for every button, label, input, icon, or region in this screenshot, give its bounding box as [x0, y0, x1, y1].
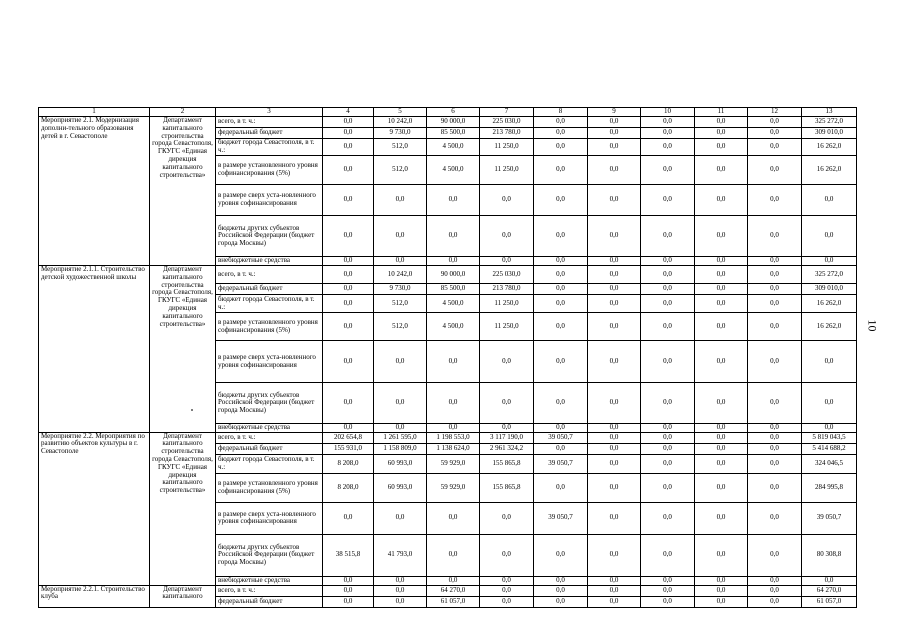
- amount-cell: 0,0: [588, 596, 641, 607]
- amount-cell: 0,0: [641, 502, 695, 534]
- amount-cell: 0,0: [695, 266, 748, 284]
- table-row: [39, 432, 857, 443]
- amount-cell: 0,0: [748, 596, 802, 607]
- amount-cell: 16 262,0: [802, 295, 857, 313]
- amount-cell: 0,0: [802, 257, 857, 266]
- amount-cell: 0,0: [534, 473, 588, 502]
- amount-cell: 0,0: [588, 185, 641, 216]
- funding-source-cell: в размере установленного уровня софинансирования (5%): [216, 473, 323, 502]
- amount-cell: 0,0: [374, 216, 427, 257]
- amount-cell: 0,0: [323, 139, 374, 156]
- amount-cell: 0,0: [802, 424, 857, 433]
- amount-cell: 0,0: [695, 117, 748, 128]
- amount-cell: 0,0: [641, 432, 695, 443]
- funding-source-cell: внебюджетные средства: [216, 576, 323, 585]
- amount-cell: 0,0: [748, 257, 802, 266]
- amount-cell: 0,0: [641, 257, 695, 266]
- amount-cell: 0,0: [427, 576, 480, 585]
- table-row: [39, 585, 857, 596]
- scan-artifact: [191, 409, 193, 411]
- amount-cell: 225 030,0: [480, 266, 534, 284]
- amount-cell: 0,0: [695, 424, 748, 433]
- page-number: 10: [865, 319, 880, 332]
- amount-cell: 11 250,0: [480, 295, 534, 313]
- amount-cell: 0,0: [641, 473, 695, 502]
- amount-cell: 0,0: [374, 383, 427, 424]
- amount-cell: 0,0: [480, 585, 534, 596]
- amount-cell: 0,0: [480, 216, 534, 257]
- amount-cell: 0,0: [748, 216, 802, 257]
- funding-source-cell: федеральный бюджет: [216, 443, 323, 454]
- column-number-cell: 6: [427, 108, 480, 117]
- amount-cell: 1 261 595,0: [374, 432, 427, 443]
- amount-cell: 0,0: [588, 266, 641, 284]
- amount-cell: 0,0: [323, 341, 374, 383]
- department-cell: Департамент капитального строительства города Севастополя, ГКУГС «Единая дирекция капитального строительства»: [150, 117, 216, 266]
- amount-cell: 202 654,8: [323, 432, 374, 443]
- amount-cell: 0,0: [802, 341, 857, 383]
- funding-source-cell: в размере установленного уровня софинансирования (5%): [216, 156, 323, 185]
- amount-cell: 0,0: [748, 341, 802, 383]
- amount-cell: 512,0: [374, 156, 427, 185]
- amount-cell: 0,0: [427, 341, 480, 383]
- amount-cell: 0,0: [641, 284, 695, 295]
- column-number-cell: 11: [695, 108, 748, 117]
- amount-cell: 85 500,0: [427, 284, 480, 295]
- amount-cell: 64 270,0: [802, 585, 857, 596]
- amount-cell: 0,0: [641, 424, 695, 433]
- amount-cell: 0,0: [588, 139, 641, 156]
- amount-cell: 0,0: [323, 313, 374, 341]
- amount-cell: 0,0: [748, 585, 802, 596]
- amount-cell: 0,0: [323, 383, 374, 424]
- amount-cell: 0,0: [641, 576, 695, 585]
- amount-cell: 0,0: [641, 454, 695, 473]
- amount-cell: 0,0: [802, 383, 857, 424]
- amount-cell: 0,0: [480, 383, 534, 424]
- column-number-cell: 12: [748, 108, 802, 117]
- amount-cell: 61 057,0: [802, 596, 857, 607]
- amount-cell: 0,0: [323, 576, 374, 585]
- funding-source-cell: бюджеты других субъектов Российской Федерации (бюджет города Москвы): [216, 383, 323, 424]
- amount-cell: 1 138 624,0: [427, 443, 480, 454]
- table-row: [39, 266, 857, 284]
- amount-cell: 0,0: [695, 432, 748, 443]
- amount-cell: 0,0: [695, 313, 748, 341]
- amount-cell: 0,0: [374, 341, 427, 383]
- amount-cell: 213 780,0: [480, 128, 534, 139]
- amount-cell: 0,0: [427, 257, 480, 266]
- amount-cell: 4 500,0: [427, 156, 480, 185]
- amount-cell: 16 262,0: [802, 156, 857, 185]
- amount-cell: 0,0: [641, 383, 695, 424]
- amount-cell: 0,0: [323, 585, 374, 596]
- column-number-cell: 3: [216, 108, 323, 117]
- activity-name-cell: Мероприятие 2.1. Модернизация дополни-тельного образования детей в г. Севастополе: [39, 117, 150, 266]
- amount-cell: 0,0: [588, 534, 641, 576]
- column-number-cell: 8: [534, 108, 588, 117]
- budget-table: [38, 107, 857, 608]
- amount-cell: 11 250,0: [480, 156, 534, 185]
- amount-cell: 0,0: [427, 185, 480, 216]
- amount-cell: 0,0: [695, 257, 748, 266]
- amount-cell: 0,0: [374, 596, 427, 607]
- amount-cell: 4 500,0: [427, 295, 480, 313]
- amount-cell: 8 208,0: [323, 454, 374, 473]
- amount-cell: 8 208,0: [323, 473, 374, 502]
- amount-cell: 10 242,0: [374, 266, 427, 284]
- amount-cell: 0,0: [374, 576, 427, 585]
- amount-cell: 5 414 688,2: [802, 443, 857, 454]
- amount-cell: 0,0: [588, 432, 641, 443]
- amount-cell: 0,0: [748, 502, 802, 534]
- amount-cell: 0,0: [534, 341, 588, 383]
- amount-cell: 0,0: [748, 156, 802, 185]
- amount-cell: 0,0: [641, 443, 695, 454]
- amount-cell: 225 030,0: [480, 117, 534, 128]
- amount-cell: 0,0: [323, 295, 374, 313]
- amount-cell: 0,0: [323, 257, 374, 266]
- amount-cell: 59 929,0: [427, 473, 480, 502]
- amount-cell: 0,0: [480, 576, 534, 585]
- amount-cell: 0,0: [588, 454, 641, 473]
- amount-cell: 0,0: [480, 534, 534, 576]
- funding-source-cell: бюджет города Севастополя, в т. ч.:: [216, 454, 323, 473]
- amount-cell: 0,0: [323, 216, 374, 257]
- amount-cell: 1 198 553,0: [427, 432, 480, 443]
- amount-cell: 11 250,0: [480, 313, 534, 341]
- amount-cell: 0,0: [480, 596, 534, 607]
- amount-cell: 0,0: [748, 443, 802, 454]
- amount-cell: 309 010,0: [802, 128, 857, 139]
- amount-cell: 5 819 043,5: [802, 432, 857, 443]
- amount-cell: 0,0: [641, 585, 695, 596]
- activity-name-cell: Мероприятие 2.2. Мероприятия по развитию объектов культуры в г. Севастополе: [39, 432, 150, 585]
- amount-cell: 39 050,7: [534, 432, 588, 443]
- funding-source-cell: в размере сверх уста-новленного уровня софинансирования: [216, 185, 323, 216]
- amount-cell: 0,0: [588, 383, 641, 424]
- funding-source-cell: в размере установленного уровня софинансирования (5%): [216, 313, 323, 341]
- amount-cell: 0,0: [588, 585, 641, 596]
- amount-cell: 4 500,0: [427, 313, 480, 341]
- amount-cell: 0,0: [802, 576, 857, 585]
- funding-source-cell: бюджет города Севастополя, в т. ч.:: [216, 295, 323, 313]
- amount-cell: 0,0: [374, 257, 427, 266]
- amount-cell: 60 993,0: [374, 473, 427, 502]
- amount-cell: 0,0: [748, 295, 802, 313]
- amount-cell: 39 050,7: [534, 454, 588, 473]
- department-cell: Департамент капитального строительства города Севастополя, ГКУГС «Единая дирекция капитального строительства»: [150, 266, 216, 433]
- amount-cell: 0,0: [534, 576, 588, 585]
- funding-source-cell: всего, в т. ч.:: [216, 585, 323, 596]
- amount-cell: 0,0: [534, 596, 588, 607]
- amount-cell: 0,0: [588, 295, 641, 313]
- funding-source-cell: всего, в т. ч.:: [216, 432, 323, 443]
- amount-cell: 155 865,8: [480, 454, 534, 473]
- amount-cell: 0,0: [534, 424, 588, 433]
- amount-cell: 0,0: [802, 185, 857, 216]
- amount-cell: 325 272,0: [802, 266, 857, 284]
- amount-cell: 61 057,0: [427, 596, 480, 607]
- funding-source-cell: бюджеты других субъектов Российской Федерации (бюджет города Москвы): [216, 216, 323, 257]
- amount-cell: 0,0: [641, 295, 695, 313]
- column-number-cell: 4: [323, 108, 374, 117]
- amount-cell: 0,0: [695, 502, 748, 534]
- activity-name-cell: Мероприятие 2.2.1. Строительство клуба: [39, 585, 150, 607]
- amount-cell: 0,0: [748, 473, 802, 502]
- amount-cell: 0,0: [588, 341, 641, 383]
- amount-cell: 59 929,0: [427, 454, 480, 473]
- amount-cell: 0,0: [588, 117, 641, 128]
- funding-source-cell: федеральный бюджет: [216, 596, 323, 607]
- amount-cell: 0,0: [588, 216, 641, 257]
- amount-cell: 0,0: [534, 295, 588, 313]
- amount-cell: 0,0: [534, 128, 588, 139]
- amount-cell: 0,0: [748, 117, 802, 128]
- amount-cell: 0,0: [374, 185, 427, 216]
- amount-cell: 0,0: [534, 383, 588, 424]
- amount-cell: 0,0: [695, 383, 748, 424]
- amount-cell: 0,0: [323, 117, 374, 128]
- funding-source-cell: в размере сверх уста-новленного уровня софинансирования: [216, 502, 323, 534]
- amount-cell: 0,0: [641, 534, 695, 576]
- amount-cell: 0,0: [427, 502, 480, 534]
- amount-cell: 1 158 809,0: [374, 443, 427, 454]
- column-number-cell: 7: [480, 108, 534, 117]
- amount-cell: 512,0: [374, 313, 427, 341]
- amount-cell: 60 993,0: [374, 454, 427, 473]
- amount-cell: 0,0: [534, 284, 588, 295]
- amount-cell: 0,0: [588, 576, 641, 585]
- amount-cell: 0,0: [534, 585, 588, 596]
- amount-cell: 0,0: [534, 313, 588, 341]
- amount-cell: 39 050,7: [802, 502, 857, 534]
- amount-cell: 0,0: [641, 128, 695, 139]
- amount-cell: 0,0: [641, 313, 695, 341]
- amount-cell: 0,0: [427, 534, 480, 576]
- amount-cell: 0,0: [323, 284, 374, 295]
- amount-cell: 0,0: [748, 284, 802, 295]
- amount-cell: 0,0: [588, 424, 641, 433]
- amount-cell: 0,0: [534, 139, 588, 156]
- amount-cell: 512,0: [374, 139, 427, 156]
- amount-cell: 0,0: [748, 266, 802, 284]
- amount-cell: 0,0: [588, 502, 641, 534]
- column-number-cell: 1: [39, 108, 150, 117]
- amount-cell: 0,0: [695, 534, 748, 576]
- amount-cell: 0,0: [534, 156, 588, 185]
- table-row: [39, 117, 857, 128]
- amount-cell: 0,0: [748, 139, 802, 156]
- amount-cell: 0,0: [695, 473, 748, 502]
- amount-cell: 9 730,0: [374, 128, 427, 139]
- amount-cell: 39 050,7: [534, 502, 588, 534]
- amount-cell: 0,0: [588, 156, 641, 185]
- amount-cell: 0,0: [695, 596, 748, 607]
- amount-cell: 0,0: [588, 257, 641, 266]
- amount-cell: 90 000,0: [427, 266, 480, 284]
- amount-cell: 0,0: [534, 443, 588, 454]
- column-number-cell: 5: [374, 108, 427, 117]
- amount-cell: 0,0: [695, 443, 748, 454]
- amount-cell: 90 000,0: [427, 117, 480, 128]
- amount-cell: 3 117 190,0: [480, 432, 534, 443]
- amount-cell: 16 262,0: [802, 313, 857, 341]
- amount-cell: 64 270,0: [427, 585, 480, 596]
- amount-cell: 0,0: [323, 156, 374, 185]
- funding-source-cell: бюджет города Севастополя, в т. ч.:: [216, 139, 323, 156]
- funding-source-cell: внебюджетные средства: [216, 424, 323, 433]
- amount-cell: 284 995,8: [802, 473, 857, 502]
- amount-cell: 0,0: [534, 257, 588, 266]
- amount-cell: 0,0: [480, 424, 534, 433]
- amount-cell: 0,0: [695, 284, 748, 295]
- amount-cell: 0,0: [695, 216, 748, 257]
- amount-cell: 0,0: [427, 424, 480, 433]
- funding-source-cell: внебюджетные средства: [216, 257, 323, 266]
- amount-cell: 0,0: [480, 185, 534, 216]
- amount-cell: 0,0: [588, 313, 641, 341]
- amount-cell: 0,0: [588, 284, 641, 295]
- amount-cell: 0,0: [534, 266, 588, 284]
- amount-cell: 11 250,0: [480, 139, 534, 156]
- amount-cell: 10 242,0: [374, 117, 427, 128]
- funding-source-cell: в размере сверх уста-новленного уровня софинансирования: [216, 341, 323, 383]
- amount-cell: 0,0: [588, 128, 641, 139]
- department-cell: Департамент капитального строительства города Севастополя, ГКУГС «Единая дирекция капитального строительства»: [150, 432, 216, 585]
- amount-cell: 0,0: [748, 454, 802, 473]
- amount-cell: 0,0: [534, 534, 588, 576]
- amount-cell: 213 780,0: [480, 284, 534, 295]
- amount-cell: 0,0: [323, 128, 374, 139]
- amount-cell: 85 500,0: [427, 128, 480, 139]
- amount-cell: 0,0: [748, 128, 802, 139]
- amount-cell: 155 865,8: [480, 473, 534, 502]
- amount-cell: 0,0: [695, 576, 748, 585]
- amount-cell: 0,0: [534, 117, 588, 128]
- column-number-cell: 13: [802, 108, 857, 117]
- amount-cell: 0,0: [588, 443, 641, 454]
- amount-cell: 0,0: [802, 216, 857, 257]
- amount-cell: 0,0: [748, 576, 802, 585]
- funding-source-cell: федеральный бюджет: [216, 128, 323, 139]
- amount-cell: 9 730,0: [374, 284, 427, 295]
- amount-cell: 0,0: [641, 117, 695, 128]
- amount-cell: 0,0: [480, 257, 534, 266]
- amount-cell: 512,0: [374, 295, 427, 313]
- header-row: [39, 108, 857, 117]
- amount-cell: 309 010,0: [802, 284, 857, 295]
- amount-cell: 0,0: [695, 185, 748, 216]
- column-number-cell: 9: [588, 108, 641, 117]
- amount-cell: 0,0: [748, 424, 802, 433]
- funding-source-cell: всего, в т. ч.:: [216, 117, 323, 128]
- funding-source-cell: бюджеты других субъектов Российской Федерации (бюджет города Москвы): [216, 534, 323, 576]
- amount-cell: 0,0: [641, 596, 695, 607]
- department-cell: Департамент капитального: [150, 585, 216, 607]
- amount-cell: 0,0: [374, 585, 427, 596]
- amount-cell: 0,0: [534, 185, 588, 216]
- amount-cell: 0,0: [748, 432, 802, 443]
- amount-cell: 41 793,0: [374, 534, 427, 576]
- amount-cell: 0,0: [695, 128, 748, 139]
- amount-cell: 0,0: [748, 534, 802, 576]
- amount-cell: 0,0: [695, 139, 748, 156]
- funding-source-cell: всего, в т. ч.:: [216, 266, 323, 284]
- amount-cell: 0,0: [748, 313, 802, 341]
- amount-cell: 38 515,8: [323, 534, 374, 576]
- amount-cell: 0,0: [534, 216, 588, 257]
- amount-cell: 0,0: [641, 156, 695, 185]
- amount-cell: 0,0: [695, 341, 748, 383]
- amount-cell: 324 046,5: [802, 454, 857, 473]
- amount-cell: 0,0: [695, 454, 748, 473]
- amount-cell: 0,0: [748, 185, 802, 216]
- amount-cell: 0,0: [323, 185, 374, 216]
- amount-cell: 0,0: [323, 424, 374, 433]
- amount-cell: 0,0: [480, 502, 534, 534]
- amount-cell: 325 272,0: [802, 117, 857, 128]
- amount-cell: 155 931,0: [323, 443, 374, 454]
- amount-cell: 16 262,0: [802, 139, 857, 156]
- column-number-cell: 10: [641, 108, 695, 117]
- amount-cell: 0,0: [641, 341, 695, 383]
- activity-name-cell: Мероприятие 2.1.1. Строительство детской художественной школы: [39, 266, 150, 433]
- amount-cell: 0,0: [641, 185, 695, 216]
- amount-cell: 0,0: [588, 473, 641, 502]
- amount-cell: 0,0: [427, 383, 480, 424]
- amount-cell: 0,0: [427, 216, 480, 257]
- amount-cell: 2 961 324,2: [480, 443, 534, 454]
- amount-cell: 0,0: [641, 216, 695, 257]
- amount-cell: 0,0: [748, 383, 802, 424]
- amount-cell: 0,0: [695, 156, 748, 185]
- funding-source-cell: федеральный бюджет: [216, 284, 323, 295]
- amount-cell: 0,0: [695, 585, 748, 596]
- amount-cell: 0,0: [641, 139, 695, 156]
- amount-cell: 0,0: [323, 502, 374, 534]
- amount-cell: 0,0: [695, 295, 748, 313]
- amount-cell: 0,0: [374, 502, 427, 534]
- amount-cell: 0,0: [480, 341, 534, 383]
- amount-cell: 4 500,0: [427, 139, 480, 156]
- amount-cell: 0,0: [323, 596, 374, 607]
- amount-cell: 0,0: [641, 266, 695, 284]
- amount-cell: 80 308,8: [802, 534, 857, 576]
- amount-cell: 0,0: [323, 266, 374, 284]
- column-number-cell: 2: [150, 108, 216, 117]
- amount-cell: 0,0: [374, 424, 427, 433]
